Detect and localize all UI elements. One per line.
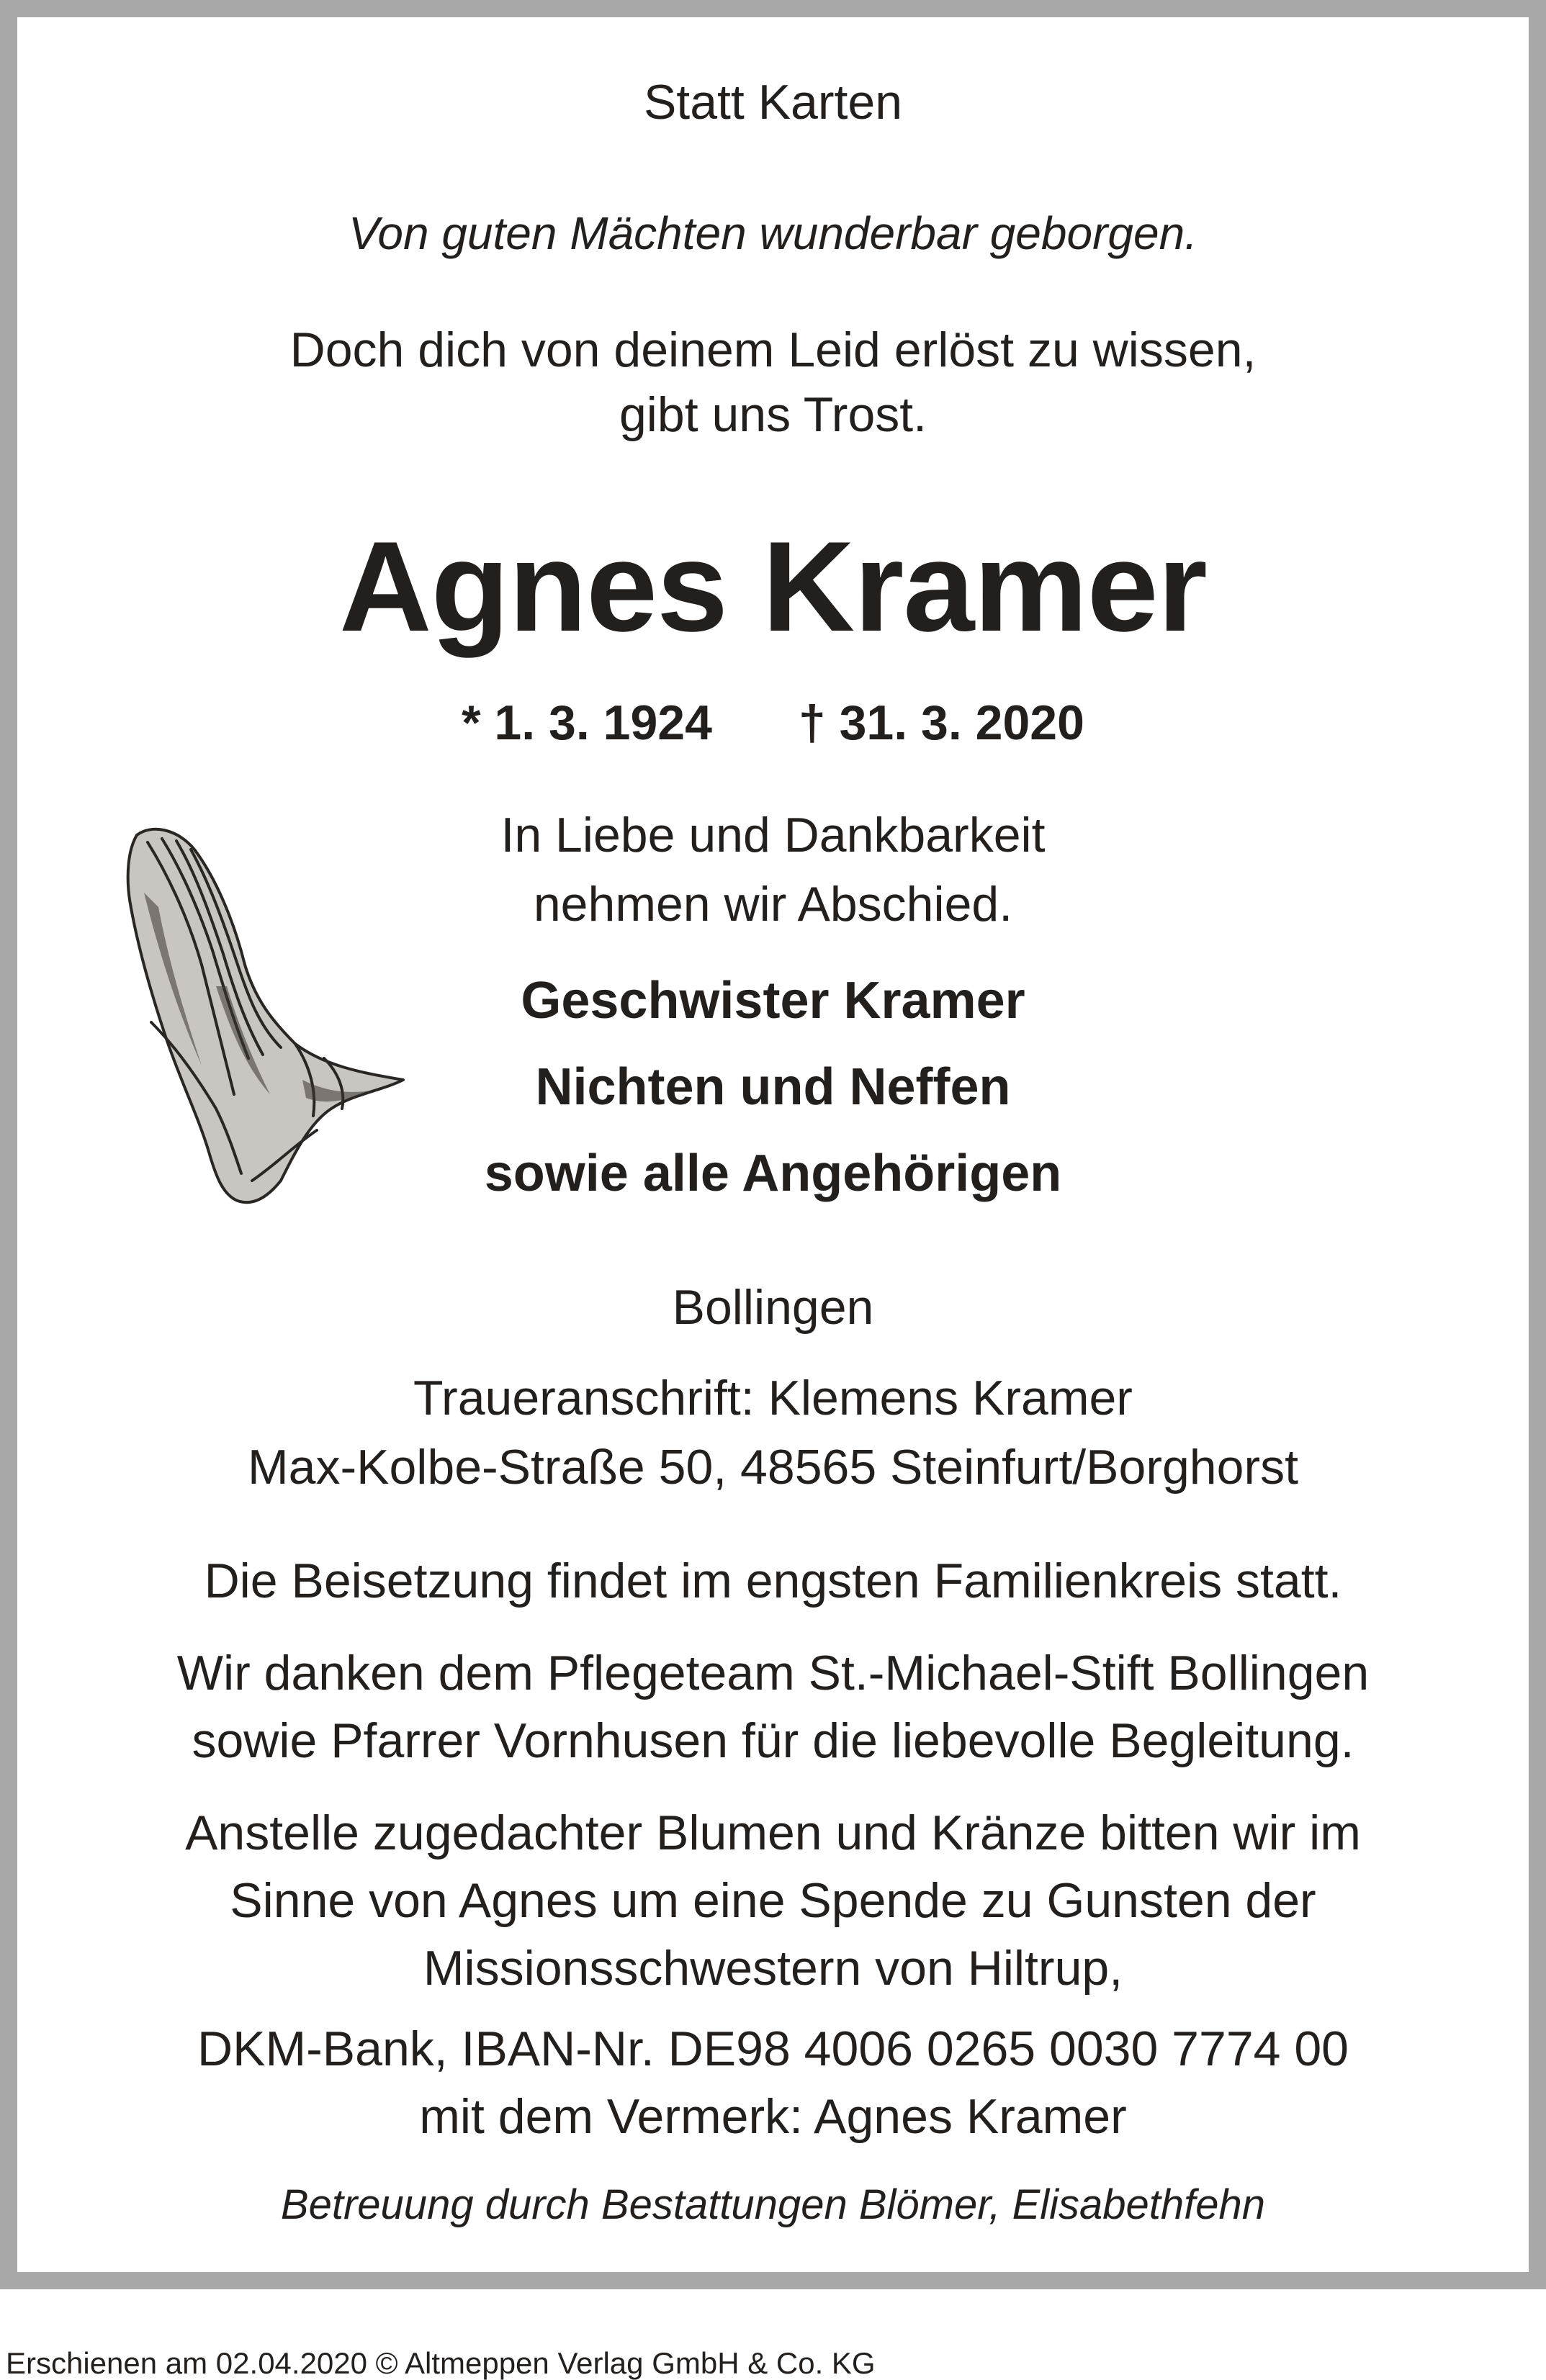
- bank-line: DKM-Bank, IBAN-Nr. DE98 4006 0265 0030 7774 00: [197, 2021, 1349, 2076]
- undertaker-line: Betreuung durch Bestattungen Blömer, Elisabethfehn: [280, 2181, 1266, 2228]
- thanks-line-1: Wir danken dem Pflegeteam St.-Michael-Stift Bollingen: [176, 1646, 1370, 1700]
- quote-line: Von guten Mächten wunderbar geborgen.: [349, 207, 1197, 259]
- publication-copyright: Erschienen am 02.04.2020 © Altmeppen Verlag GmbH & Co. KG: [6, 2346, 876, 2380]
- donation-line-1: Anstelle zugedachter Blumen und Kränze bitten wir im: [185, 1806, 1361, 1860]
- mourner-3: sowie alle Angehörigen: [484, 1145, 1062, 1202]
- mourner-1: Geschwister Kramer: [521, 972, 1025, 1029]
- donation-line-3: Missionsschwestern von Hiltrup,: [423, 1941, 1123, 1996]
- comfort-line-2: gibt uns Trost.: [619, 387, 927, 442]
- donation-line-2: Sinne von Agnes um eine Spende zu Gunsten der: [230, 1873, 1316, 1928]
- life-dates: [17, 695, 1529, 751]
- deceased-name: Agnes Kramer: [339, 515, 1207, 658]
- reference-line: mit dem Vermerk: Agnes Kramer: [419, 2089, 1127, 2144]
- mourner-2: Nichten und Neffen: [535, 1058, 1011, 1116]
- place-name: Bollingen: [672, 1280, 874, 1335]
- burial-note: Die Beisetzung findet im engsten Familienkreis statt.: [204, 1554, 1342, 1608]
- comfort-line-1: Doch dich von deinem Leid erlöst zu wissen,: [289, 323, 1257, 377]
- farewell-line-2: nehmen wir Abschied.: [533, 877, 1013, 932]
- thanks-line-2: sowie Pfarrer Vornhusen für die liebevolle Begleitung.: [192, 1713, 1354, 1768]
- address-line-2: Max-Kolbe-Straße 50, 48565 Steinfurt/Borghorst: [248, 1440, 1298, 1495]
- header-statt-karten: Statt Karten: [643, 75, 903, 130]
- birth-date: * 1. 3. 1924: [462, 695, 712, 750]
- death-date: † 31. 3. 2020: [798, 695, 1084, 750]
- address-line-1: Traueranschrift: Klemens Kramer: [413, 1371, 1133, 1425]
- farewell-line-1: In Liebe und Dankbarkeit: [500, 808, 1046, 862]
